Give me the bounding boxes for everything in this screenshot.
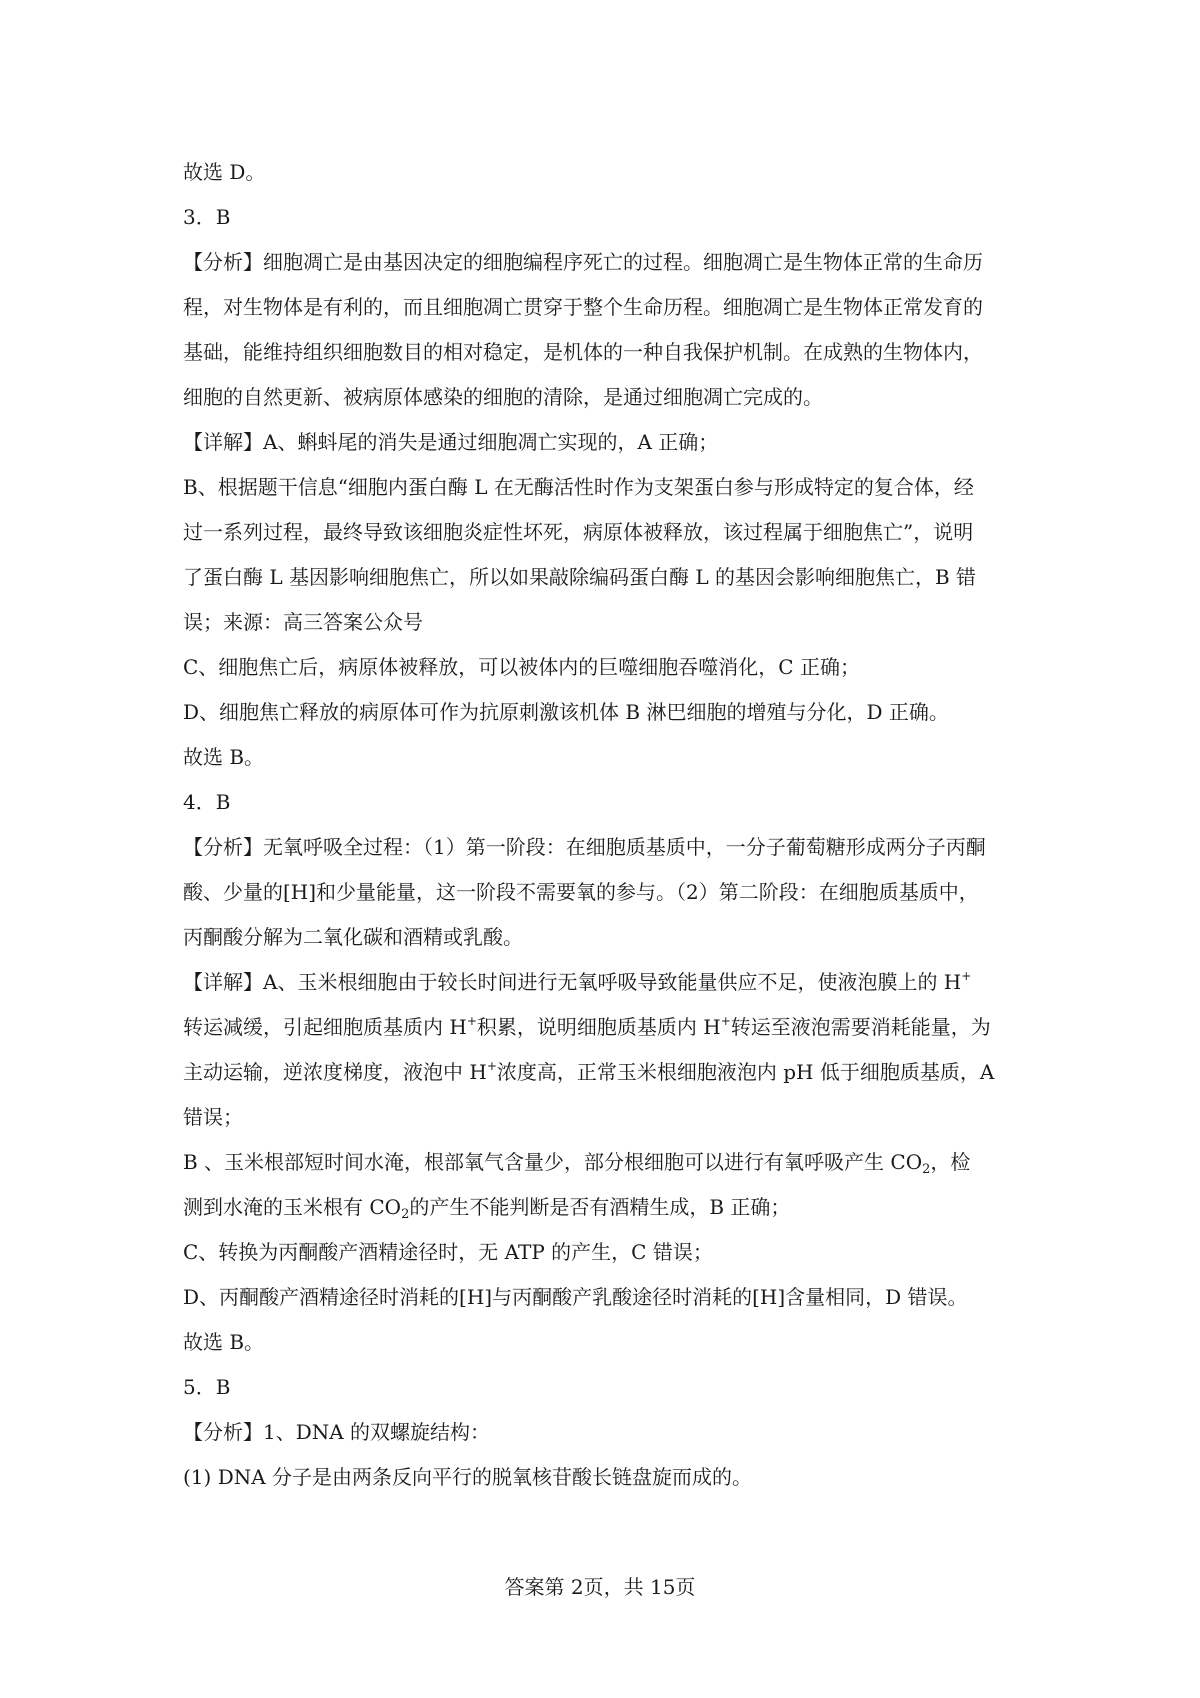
text-line: 程，对生物体是有利的，而且细胞凋亡贯穿于整个生命历程。细胞凋亡是生物体正常发育的	[183, 295, 983, 319]
text-line: 误；来源：高三答案公众号	[183, 610, 423, 634]
text-line: 过一系列过程，最终导致该细胞炎症性坏死，病原体被释放，该过程属于细胞焦亡”，说明	[183, 520, 974, 544]
question-answer: 4．B	[183, 790, 231, 814]
text-line: 【分析】1、DNA 的双螺旋结构：	[183, 1420, 491, 1444]
text-line: 测到水淹的玉米根有 $CO_2$的产生不能判断是否有酒精生成，B 正确；	[183, 1195, 791, 1222]
text-line: 了蛋白酶 L 基因影响细胞焦亡，所以如果敲除编码蛋白酶 L 的基因会影响细胞焦亡，B 错	[183, 565, 977, 589]
text-line: 故选 B。	[183, 1330, 265, 1354]
text-line: C、转换为丙酮酸产酒精途径时，无 ATP 的产生，C 错误；	[183, 1240, 713, 1264]
text-line: 故选 D。	[183, 160, 266, 184]
text-line: B 、玉米根部短时间水淹，根部氧气含量少，部分根细胞可以进行有氧呼吸产生 $CO_2$，检	[183, 1150, 971, 1177]
text-line: (1) DNA 分子是由两条反向平行的脱氧核苷酸长链盘旋而成的。	[183, 1465, 753, 1489]
text-line: B、根据题干信息“细胞内蛋白酶 L 在无酶活性时作为支架蛋白参与形成特定的复合体，经	[183, 475, 974, 499]
text-line: 转运减缓，引起细胞质基质内 H+积累，说明细胞质基质内 H+转运至液泡需要消耗能量，为	[183, 1014, 991, 1039]
text-line: 【分析】细胞凋亡是由基因决定的细胞编程序死亡的过程。细胞凋亡是生物体正常的生命历	[183, 250, 983, 274]
text-line: 故选 B。	[183, 745, 265, 769]
text-line: 酸、少量的[H]和少量能量，这一阶段不需要氧的参与。（2）第二阶段：在细胞质基质中，	[183, 880, 979, 904]
text-line: 细胞的自然更新、被病原体感染的细胞的清除，是通过细胞凋亡完成的。	[183, 385, 823, 409]
text-line: D、细胞焦亡释放的病原体可作为抗原刺激该机体 B 淋巴细胞的增殖与分化，D 正确。	[183, 700, 949, 724]
text-line: 【分析】无氧呼吸全过程：（1）第一阶段：在细胞质基质中，一分子葡萄糖形成两分子丙酮	[183, 835, 986, 859]
text-line: 丙酮酸分解为二氧化碳和酒精或乳酸。	[183, 925, 523, 949]
text-line: 【详解】A、玉米根细胞由于较长时间进行无氧呼吸导致能量供应不足，使液泡膜上的 H+	[183, 969, 972, 994]
text-line: 基础，能维持组织细胞数目的相对稳定，是机体的一种自我保护机制。在成熟的生物体内，	[183, 340, 983, 364]
question-answer: 3．B	[183, 205, 231, 229]
text-line: C、细胞焦亡后，病原体被释放，可以被体内的巨噬细胞吞噬消化，C 正确；	[183, 655, 860, 679]
text-line: D、丙酮酸产酒精途径时消耗的[H]与丙酮酸产乳酸途径时消耗的[H]含量相同，D 错误。	[183, 1285, 968, 1309]
question-answer: 5．B	[183, 1375, 231, 1399]
answer-body	[183, 150, 1025, 1500]
page-footer: 答案第 2页，共 15页	[504, 1575, 696, 1599]
text-line: 【详解】A、蝌蚪尾的消失是通过细胞凋亡实现的，A 正确；	[183, 430, 719, 454]
text-line: 错误；	[183, 1105, 243, 1129]
text-line: 主动运输，逆浓度梯度，液泡中 H+浓度高，正常玉米根细胞液泡内 pH 低于细胞质基质，A	[183, 1059, 995, 1084]
